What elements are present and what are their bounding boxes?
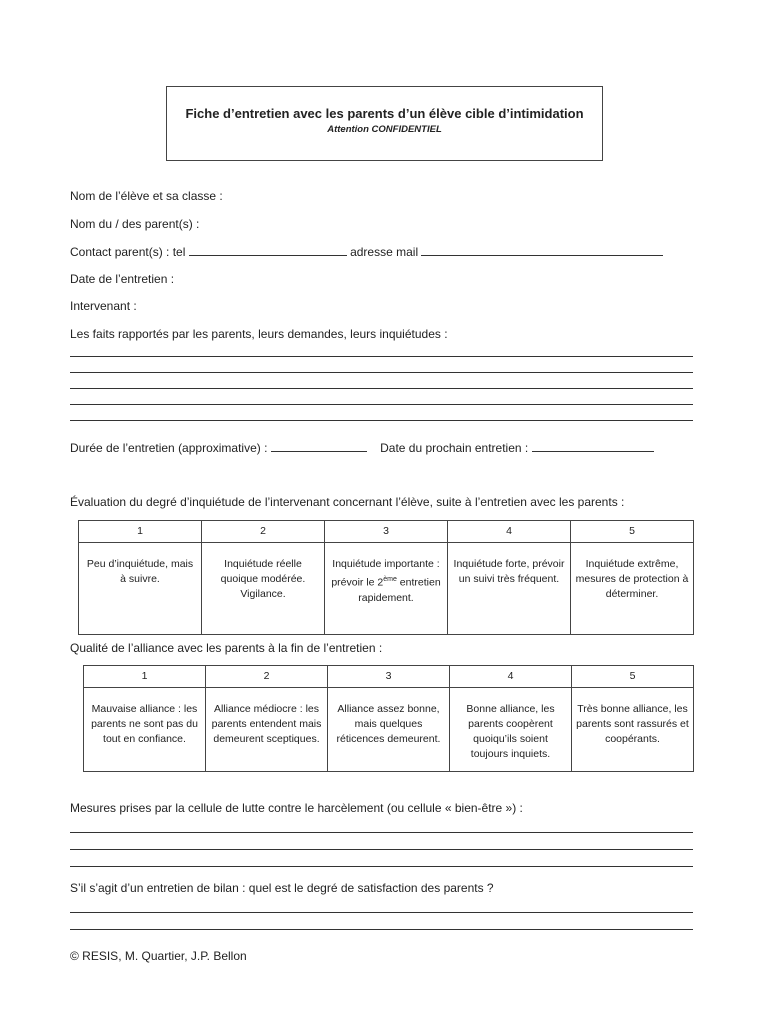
alliance-desc-4: Bonne alliance, les parents coopèrent quoiqu’ils soient toujours inquiets.	[450, 688, 572, 772]
intervenant-field[interactable]: Intervenant :	[70, 299, 137, 313]
worry-level-5[interactable]: 5	[571, 521, 694, 543]
facts-line[interactable]	[70, 372, 693, 373]
bilan-line[interactable]	[70, 929, 693, 930]
measures-line[interactable]	[70, 832, 693, 833]
facts-line[interactable]	[70, 420, 693, 421]
alliance-desc-5: Très bonne alliance, les parents sont rassurés et coopérants.	[572, 688, 694, 772]
worry-desc-3	[325, 543, 448, 635]
worry-level-2[interactable]: 2	[202, 521, 325, 543]
contact-row	[70, 244, 663, 259]
alliance-desc-1: Mauvaise alliance : les parents ne sont pas du tout en confiance.	[84, 688, 206, 772]
bilan-label: S’il s’agit d’un entretien de bilan : quel est le degré de satisfaction des parents ?	[70, 881, 494, 895]
contact-mail-label: adresse mail	[350, 245, 419, 259]
alliance-level-5[interactable]: 5	[572, 666, 694, 688]
alliance-desc-2: Alliance médiocre : les parents entendent mais demeurent sceptiques.	[206, 688, 328, 772]
facts-line[interactable]	[70, 404, 693, 405]
measures-line[interactable]	[70, 849, 693, 850]
contact-tel-label: Contact parent(s) : tel	[70, 245, 186, 259]
alliance-level-3[interactable]: 3	[328, 666, 450, 688]
worry-level-4[interactable]: 4	[448, 521, 571, 543]
mail-blank[interactable]	[421, 244, 663, 256]
worry-desc-4: Inquiétude forte, prévoir un suivi très fréquent.	[448, 543, 571, 635]
copyright-footer: © RESIS, M. Quartier, J.P. Bellon	[70, 949, 247, 963]
document-title: Fiche d’entretien avec les parents d’un élève cible d’intimidation	[185, 106, 584, 121]
worry-desc-3-text-end: entretien rapidement.	[358, 576, 441, 604]
student-name-field[interactable]: Nom de l’élève et sa classe :	[70, 189, 223, 203]
duration-blank[interactable]	[271, 440, 367, 452]
worry-desc-2: Inquiétude réelle quoique modérée. Vigilance.	[202, 543, 325, 635]
measures-label: Mesures prises par la cellule de lutte contre le harcèlement (ou cellule « bien-être ») :	[70, 801, 523, 815]
worry-desc-3-text: Inquiétude importante : prévoir le 2	[331, 558, 440, 589]
parents-name-field[interactable]: Nom du / des parent(s) :	[70, 217, 200, 231]
facts-label: Les faits rapportés par les parents, leurs demandes, leurs inquiétudes :	[70, 327, 448, 341]
worry-level-1[interactable]: 1	[79, 521, 202, 543]
measures-line[interactable]	[70, 866, 693, 867]
duration-label: Durée de l’entretien (approximative) :	[70, 441, 268, 455]
bilan-line[interactable]	[70, 912, 693, 913]
interview-date-field[interactable]: Date de l’entretien :	[70, 272, 175, 286]
tel-blank[interactable]	[189, 244, 347, 256]
worry-scale-table	[78, 520, 694, 635]
worry-desc-1: Peu d’inquiétude, mais à suivre.	[79, 543, 202, 635]
duration-row	[70, 440, 654, 455]
worry-level-3[interactable]: 3	[325, 521, 448, 543]
alliance-level-2[interactable]: 2	[206, 666, 328, 688]
confidential-notice: Attention CONFIDENTIEL	[327, 124, 442, 135]
ordinal-sup: ème	[383, 576, 397, 583]
alliance-desc-3: Alliance assez bonne, mais quelques réticences demeurent.	[328, 688, 450, 772]
next-date-label: Date du prochain entretien :	[380, 441, 529, 455]
alliance-heading: Qualité de l’alliance avec les parents à la fin de l’entretien :	[70, 641, 383, 655]
facts-line[interactable]	[70, 356, 693, 357]
facts-line[interactable]	[70, 388, 693, 389]
title-box	[166, 86, 603, 161]
alliance-level-4[interactable]: 4	[450, 666, 572, 688]
evaluation-heading: Évaluation du degré d’inquiétude de l’intervenant concernant l’élève, suite à l’entretien avec les parents :	[70, 495, 625, 509]
alliance-scale-table	[83, 665, 694, 772]
worry-desc-5: Inquiétude extrême, mesures de protection à déterminer.	[571, 543, 694, 635]
next-date-blank[interactable]	[532, 440, 654, 452]
alliance-level-1[interactable]: 1	[84, 666, 206, 688]
